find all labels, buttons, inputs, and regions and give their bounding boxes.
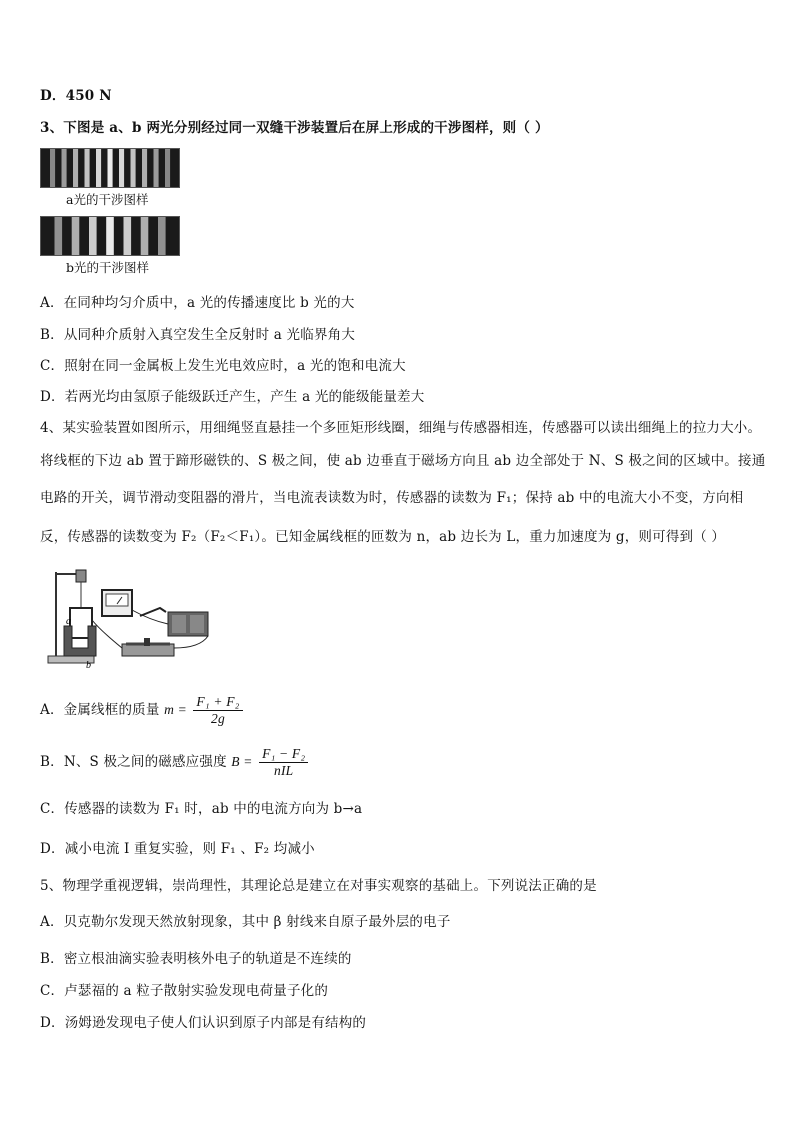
fig-a-caption: a光的干涉图样 [66,192,149,207]
bright-fringe [131,149,136,187]
q4-option-a [40,694,245,727]
field-formula-denominator: nIL [274,763,294,778]
q5-option-c: C．卢瑟福的 a 粒子散射实验发现电荷量子化的 [40,983,329,999]
q3-option-d: D．若两光均由氢原子能级跃迁产生，产生 a 光的能级能量差大 [40,389,425,405]
q3-option-c: C．照射在同一金属板上发生光电效应时，a 光的饱和电流大 [40,358,406,374]
field-formula-fraction [259,746,308,779]
bright-fringe [154,149,159,187]
bright-fringe [119,149,124,187]
bright-fringe [142,149,147,187]
q4-stem-line3: 电路的开关，调节滑动变阻器的滑片，当电流表读数为时，传感器的读数为 F₁；保持 ab 中的电流大小不变，方向相 [40,490,744,506]
q4-option-b [40,746,310,779]
bright-fringe [73,149,78,187]
interference-pattern-b [40,216,180,256]
bright-fringe [124,217,132,255]
bright-fringe [50,149,55,187]
experiment-apparatus-figure [40,560,220,670]
q5-option-a: A．贝克勒尔发现天然放射现象，其中 β 射线来自原子最外层的电子 [40,914,451,930]
fig-b-caption: b光的干涉图样 [66,260,150,275]
q4-option-b-text: B．N、S 极之间的磁感应强度 [40,754,227,770]
interference-pattern-a [40,148,180,188]
mass-formula-denominator: 2g [211,711,225,726]
q5-option-d: D．汤姆逊发现电子使人们认识到原子内部是有结构的 [40,1015,367,1031]
fringe-a-image [41,149,179,187]
fringe-b-image [41,217,179,255]
bright-fringe [165,149,170,187]
q5-option-b: B．密立根油滴实验表明核外电子的轨道是不连续的 [40,951,352,967]
bright-fringe [106,217,114,255]
coil-label-b: b [86,660,91,670]
q4-option-b-lhs: B = [231,754,253,769]
bright-fringe [96,149,101,187]
q3-option-b: B．从同种介质射入真空发生全反射时 a 光临界角大 [40,327,356,343]
q2-option-d: D．450 N [40,88,112,104]
bright-fringe [72,217,80,255]
bright-fringe [158,217,166,255]
q4-option-d: D．减小电流 I 重复实验，则 F₁ 、F₂ 均减小 [40,841,315,857]
coil-label-a: a [66,616,71,627]
bright-fringe [108,149,113,187]
q4-option-a-lhs: m = [164,702,187,717]
mass-formula-fraction [193,694,242,727]
q4-stem-line2: 将线框的下边 ab 置于蹄形磁铁的、S 极之间，使 ab 边垂直于磁场方向且 ab 边全部处于 N、S 极之间的区域中。接通 [40,453,766,469]
q5-stem: 5、物理学重视逻辑，崇尚理性，其理论总是建立在对事实观察的基础上。下列说法正确的是 [40,878,597,894]
q4-stem-line1: 4、某实验装置如图所示，用细绳竖直悬挂一个多匝矩形线圈，细绳与传感器相连，传感器可以读出细绳上的拉力大小。 [40,420,762,436]
field-formula-numerator: F₁ − F₂ [259,746,308,763]
q4-option-a-text: A．金属线框的质量 [40,702,160,718]
bright-fringe [141,217,149,255]
q3-option-a: A．在同种均匀介质中，a 光的传播速度比 b 光的大 [40,295,355,311]
bright-fringe [85,149,90,187]
q4-option-c: C．传感器的读数为 F₁ 时，ab 中的电流方向为 b→a [40,801,363,817]
bright-fringe [55,217,63,255]
q3-stem: 3、下图是 a、b 两光分别经过同一双缝干涉装置后在屏上形成的干涉图样，则（ ） [40,120,549,136]
mass-formula-numerator: F₁ + F₂ [193,694,242,711]
bright-fringe [89,217,97,255]
q4-stem-line4: 反，传感器的读数变为 F₂（F₂＜F₁）。已知金属线框的匝数为 n，ab 边长为 L，重力加速度为 g，则可得到（ ） [40,529,726,545]
bright-fringe [62,149,67,187]
